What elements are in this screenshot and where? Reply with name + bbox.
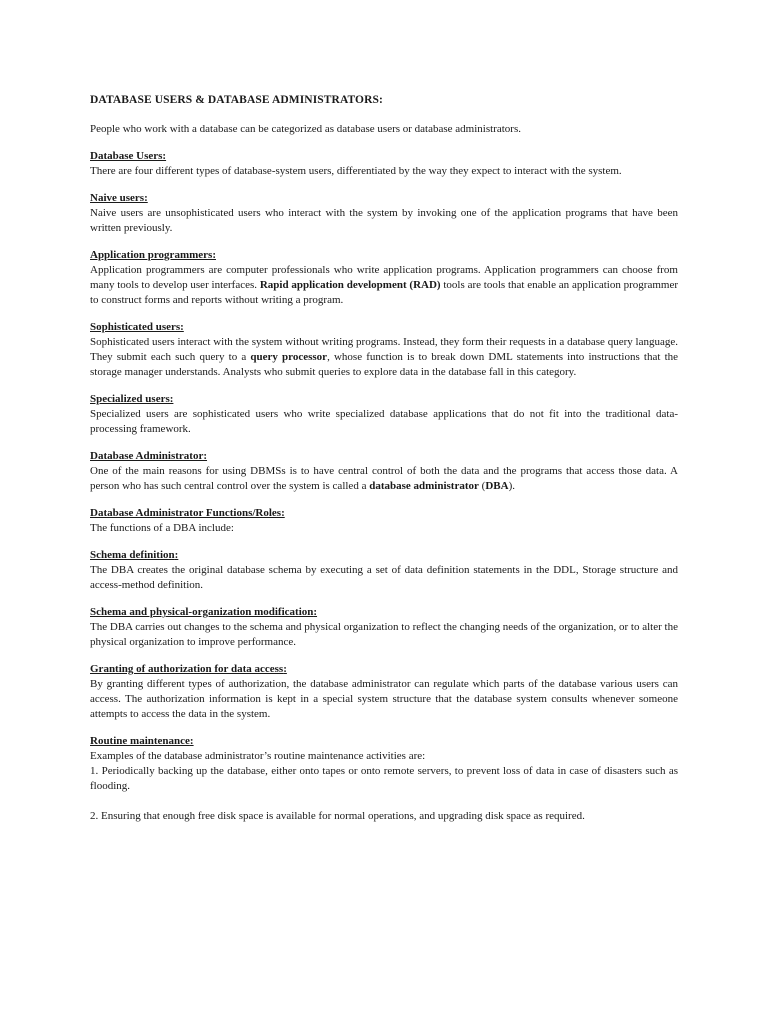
heading-suffix: :	[283, 663, 287, 675]
list-spacer	[90, 794, 678, 809]
heading-text: Routine maintenance	[90, 735, 190, 747]
section-heading: Database Users:	[90, 150, 167, 162]
section-heading: Database Administrator Functions/Roles:	[90, 507, 285, 519]
section-application-programmers	[90, 248, 678, 308]
section-schema-modification	[90, 605, 678, 650]
section-heading: Specialized users:	[90, 393, 174, 405]
section-heading: Sophisticated users:	[90, 321, 184, 333]
term-database-administrator: database administrator	[369, 480, 479, 492]
section-naive-users	[90, 191, 678, 236]
body-text: Application programmers are computer professionals who write application programs. Application programmers can choose from many tools to develop user interfaces.	[90, 264, 678, 291]
section-body: Examples of the database administrator’s routine maintenance activities are:	[90, 750, 426, 762]
section-specialized-users	[90, 392, 678, 437]
section-body: Specialized users are sophisticated users who write specialized database applications that do not fit into the traditional data-processing framework.	[90, 408, 678, 435]
section-body	[90, 335, 678, 380]
heading-suffix: :	[313, 606, 318, 618]
body-text: One of the main reasons for using DBMSs is to have central control of both the data and the programs that access those data. A person who has such central control over the system is called a	[90, 465, 678, 492]
body-text: , whose function is to break down DML statements into instructions that the storage manager understands. Analysts who submit queries to explore data in the database fall in this category.	[90, 351, 679, 378]
section-database-administrator	[90, 449, 678, 494]
heading-text: Granting of authorization for data access	[90, 663, 284, 675]
document-title: DATABASE USERS & DATABASE ADMINISTRATORS:	[90, 94, 383, 106]
section-heading	[90, 605, 678, 620]
section-heading	[90, 548, 678, 563]
term-dba: DBA	[485, 480, 509, 492]
document-page	[90, 93, 678, 836]
heading-text: Schema and physical-organization modification	[90, 606, 314, 618]
section-body: Naive users are unsophisticated users who interact with the system by invoking one of the application programs that have been written previously.	[90, 207, 678, 234]
section-body: The functions of a DBA include:	[90, 522, 234, 534]
section-schema-definition	[90, 548, 678, 593]
section-heading: Naive users:	[90, 192, 148, 204]
section-body	[90, 464, 678, 494]
section-database-users	[90, 149, 678, 179]
heading-suffix: :	[174, 549, 179, 561]
body-text: (	[478, 480, 486, 492]
body-text: Sophisticated users interact with the system without writing programs. Instead, they form their requests in a database query language. They submit each such query to a	[90, 336, 678, 363]
list-item: 1. Periodically backing up the database, either onto tapes or onto remote servers, to prevent loss of data in case of disasters such as flooding.	[90, 765, 678, 792]
section-body: There are four different types of database-system users, differentiated by the way they expect to interact with the system.	[90, 165, 622, 177]
section-heading: Database Administrator:	[90, 450, 208, 462]
section-body: By granting different types of authorization, the database administrator can regulate which parts of the database various users can access. The authorization information is kept in a special system structure that the database system consults whenever someone attempts to access the data in the system.	[90, 678, 678, 720]
section-sophisticated-users	[90, 320, 678, 380]
term-query-processor: query processor	[250, 351, 328, 363]
term-rad: Rapid application development (RAD)	[259, 279, 441, 291]
section-dba-functions	[90, 506, 678, 536]
section-granting-authorization	[90, 662, 678, 722]
section-body: The DBA carries out changes to the schema and physical organization to reflect the changing needs of the organization, or to alter the physical organization to improve performance.	[90, 621, 678, 648]
body-text: ).	[508, 480, 515, 492]
section-heading	[90, 734, 678, 749]
intro-paragraph: People who work with a database can be categorized as database users or database administrators.	[90, 123, 521, 135]
list-item: 2. Ensuring that enough free disk space is available for normal operations, and upgrading disk space as required.	[90, 810, 585, 822]
heading-text: Schema definition	[90, 549, 175, 561]
heading-suffix: :	[189, 735, 194, 747]
section-body: The DBA creates the original database schema by executing a set of data definition statements in the DDL, Storage structure and access-method definition.	[90, 564, 678, 591]
section-routine-maintenance	[90, 734, 678, 824]
section-heading	[90, 662, 678, 677]
section-body	[90, 263, 678, 308]
section-heading: Application programmers:	[90, 249, 216, 261]
body-text: tools are tools that enable an application programmer to construct forms and reports without writing a program.	[90, 279, 678, 306]
